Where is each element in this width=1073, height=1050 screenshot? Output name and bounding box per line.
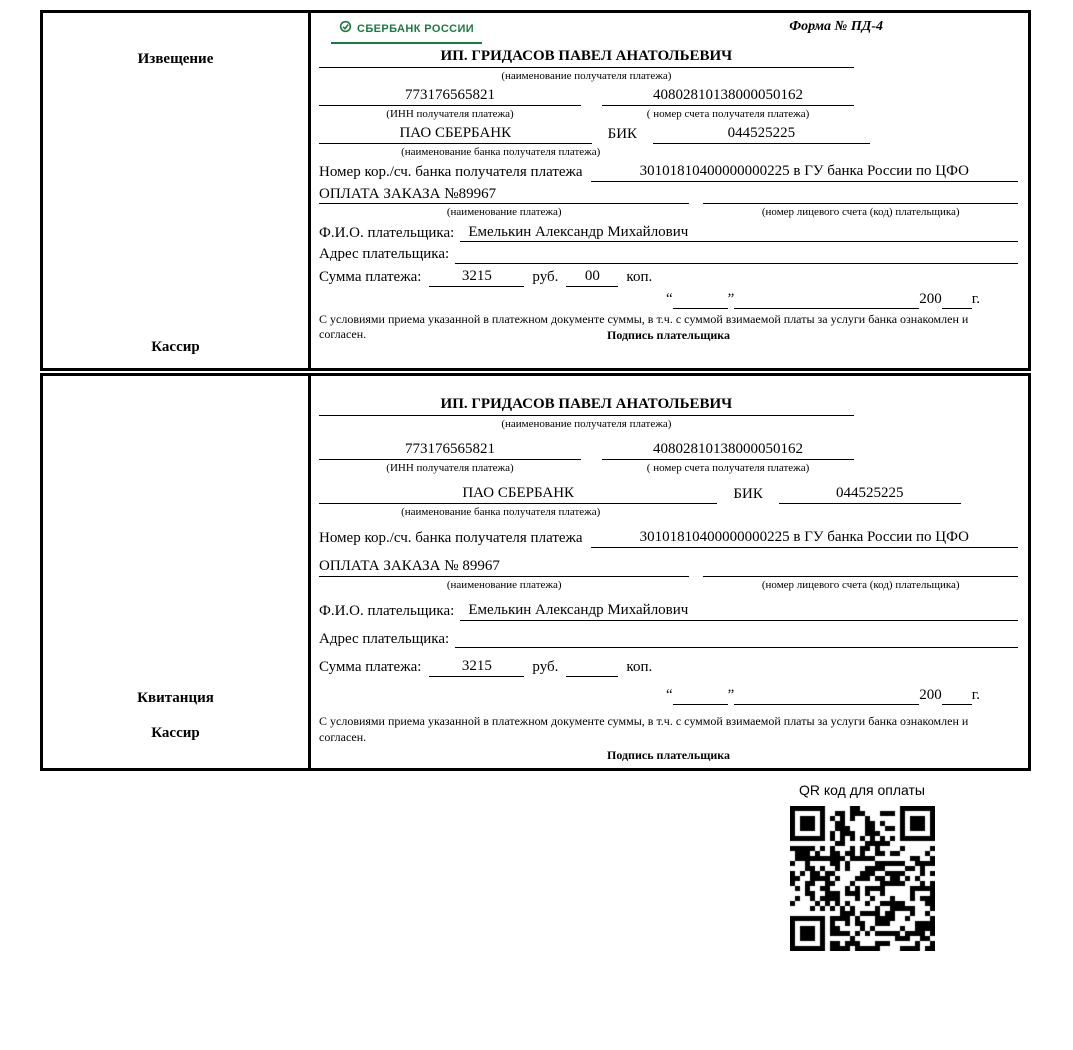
- sum-row: [319, 657, 1018, 677]
- date-open-quote: “: [665, 290, 673, 307]
- recipient-name: ИП. ГРИДАСОВ ПАВЕЛ АНАТОЛЬЕВИЧ: [319, 47, 854, 68]
- date-year-prefix: 200: [919, 687, 942, 704]
- bik-value: 044525225: [653, 124, 870, 144]
- payer-code-line: [703, 576, 1018, 577]
- bik-value: 044525225: [779, 484, 961, 504]
- bik-label: БИК: [607, 125, 638, 142]
- date-close-quote: ”: [727, 290, 735, 307]
- bank-name: ПАО СБЕРБАНК: [319, 124, 592, 144]
- bik-label: БИК: [733, 486, 763, 503]
- corr-value: 30101810400000000225 в ГУ банка России по ЦФО: [591, 162, 1018, 182]
- inn-caption: (ИНН получателя платежа): [386, 107, 514, 120]
- corr-row: [319, 162, 1018, 182]
- address-row: [319, 630, 1018, 649]
- kop-value: [566, 676, 618, 677]
- recipient-name: ИП. ГРИДАСОВ ПАВЕЛ АНАТОЛЬЕВИЧ: [319, 395, 854, 416]
- recipient-caption: (наименование получателя платежа): [501, 69, 672, 82]
- address-label: Адрес плательщика:: [319, 246, 450, 263]
- payer-code-line: [703, 203, 1018, 204]
- form-number: Форма № ПД-4: [789, 19, 883, 34]
- payment-caption: (наименование платежа): [446, 206, 562, 219]
- bank-name: ПАО СБЕРБАНК: [319, 484, 717, 504]
- corr-label: Номер кор./сч. банка получателя платежа: [319, 530, 583, 547]
- payment-name: ОПЛАТА ЗАКАЗА № 89967: [319, 557, 689, 577]
- fio-value: Емелькин Александр Михайлович: [460, 223, 1018, 243]
- address-line: [455, 263, 1018, 264]
- account-caption: ( номер счета получателя платежа): [646, 107, 810, 120]
- bank-row: [319, 124, 1018, 144]
- notice-label: Извещение: [137, 51, 214, 67]
- payment-captions: [319, 205, 1018, 219]
- fio-label: Ф.И.О. плательщика:: [319, 602, 455, 619]
- bank-caption: (наименование банка получателя платежа): [401, 145, 601, 158]
- payment-row: [319, 185, 1018, 205]
- agreement-text: С условиями приема указанной в платежном документе суммы, в т.ч. с суммой взимаемой платы за услуги банка ознакомлен и согласен.: [319, 311, 969, 342]
- bank-caption: (наименование банка получателя платежа): [401, 505, 601, 518]
- inn-value: 773176565821: [319, 440, 581, 460]
- date-year-suffix: г.: [971, 687, 980, 704]
- inn-account-captions: [319, 461, 854, 475]
- fio-row: [319, 223, 1018, 243]
- agreement-text: С условиями приема указанной в платежном документе суммы, в т.ч. с суммой взимаемой платы за услуги банка ознакомлен и согласен.: [319, 713, 969, 744]
- payer-code-caption: (номер лицевого счета (код) плательщика): [761, 206, 960, 219]
- corr-row: [319, 528, 1018, 548]
- date-day-blank: [673, 704, 728, 705]
- account-value: 40802810138000050162: [602, 440, 853, 460]
- fio-value: Емелькин Александр Михайлович: [460, 601, 1018, 621]
- notice-main: [311, 13, 1028, 368]
- receipt-section: [40, 373, 1031, 771]
- kop-label: коп.: [626, 659, 653, 676]
- address-row: [319, 245, 1018, 264]
- kop-label: коп.: [626, 269, 653, 286]
- qr-label: QR код для оплаты: [798, 782, 925, 798]
- receipt-cashier-label: Кассир: [151, 725, 200, 741]
- sum-row: [319, 267, 1018, 287]
- fio-row: [319, 601, 1018, 621]
- qr-code: [790, 806, 935, 951]
- account-caption: ( номер счета получателя платежа): [646, 461, 810, 474]
- date-close-quote: ”: [727, 687, 735, 704]
- date-year-blank: [942, 308, 972, 309]
- payment-caption: (наименование платежа): [446, 578, 562, 591]
- rub-label: руб.: [532, 659, 559, 676]
- receipt-label: Квитанция: [137, 690, 214, 706]
- receipt-main: [311, 376, 1028, 768]
- receipt-side-column: [43, 376, 311, 768]
- corr-value: 30101810400000000225 в ГУ банка России по ЦФО: [591, 528, 1018, 548]
- date-line: [319, 686, 980, 705]
- inn-value: 773176565821: [319, 86, 581, 106]
- sum-value: 3215: [429, 657, 524, 677]
- inn-account-captions: [319, 107, 854, 121]
- payment-name: ОПЛАТА ЗАКАЗА №89967: [319, 185, 689, 205]
- date-line: [319, 290, 980, 309]
- notice-header-row: [319, 18, 1018, 44]
- recipient-caption: (наименование получателя платежа): [501, 417, 672, 430]
- address-label: Адрес плательщика:: [319, 630, 450, 647]
- rub-label: руб.: [532, 269, 559, 286]
- date-year-suffix: г.: [971, 290, 980, 307]
- inn-account-row: [319, 86, 854, 106]
- date-year-prefix: 200: [919, 290, 942, 307]
- inn-account-row: [319, 440, 854, 460]
- date-day-blank: [673, 308, 728, 309]
- signature-label: Подпись плательщика: [607, 327, 730, 342]
- notice-cashier-label: Кассир: [151, 339, 200, 355]
- sberbank-logo-icon: [339, 20, 352, 39]
- date-open-quote: “: [665, 687, 673, 704]
- payment-captions: [319, 578, 1018, 592]
- bank-row: [319, 484, 1018, 504]
- corr-label: Номер кор./сч. банка получателя платежа: [319, 163, 583, 180]
- date-month-blank: [734, 308, 919, 309]
- signature-label: Подпись плательщика: [607, 748, 730, 763]
- sum-label: Сумма платежа:: [319, 659, 422, 676]
- date-year-blank: [942, 704, 972, 705]
- notice-side-column: [43, 13, 311, 368]
- notice-section: [40, 10, 1031, 371]
- payment-row: [319, 557, 1018, 577]
- account-value: 40802810138000050162: [602, 86, 853, 106]
- address-line: [455, 647, 1018, 648]
- payer-code-caption: (номер лицевого счета (код) плательщика): [761, 578, 960, 591]
- inn-caption: (ИНН получателя платежа): [386, 461, 514, 474]
- qr-block: [742, 782, 982, 956]
- sum-value: 3215: [429, 267, 524, 287]
- date-month-blank: [734, 704, 919, 705]
- sberbank-logo-text: СБЕРБАНК РОССИИ: [357, 22, 475, 35]
- kop-value: 00: [566, 267, 618, 287]
- sberbank-logo: [331, 18, 482, 44]
- fio-label: Ф.И.О. плательщика:: [319, 224, 455, 241]
- sum-label: Сумма платежа:: [319, 269, 422, 286]
